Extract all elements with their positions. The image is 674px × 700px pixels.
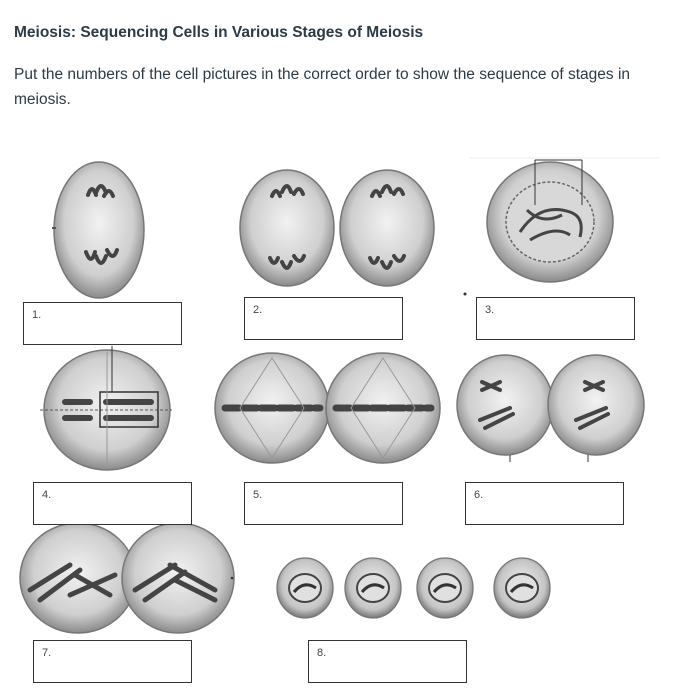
answer-box-5[interactable] xyxy=(244,482,403,525)
cell-2-illustration xyxy=(240,170,434,286)
cell-label-4: 4. xyxy=(42,489,52,501)
answer-box-6[interactable] xyxy=(465,482,624,525)
cell-label-5: 5. xyxy=(253,489,263,501)
answer-box-4[interactable] xyxy=(33,482,192,525)
answer-box-1[interactable] xyxy=(23,302,182,345)
cell-label-7: 7. xyxy=(42,647,52,659)
cell-1-illustration xyxy=(52,162,144,298)
cell-4-illustration xyxy=(40,346,172,470)
cell-label-3: 3. xyxy=(485,304,495,316)
cell-6-illustration xyxy=(457,355,644,462)
cell-3-illustration xyxy=(464,160,614,296)
cell-8-illustration xyxy=(277,558,550,618)
answer-box-3[interactable] xyxy=(476,297,635,340)
cell-label-8: 8. xyxy=(317,647,327,659)
cell-label-1: 1. xyxy=(32,309,42,321)
cell-7-illustration xyxy=(20,523,234,633)
cell-label-6: 6. xyxy=(474,489,484,501)
answer-box-8[interactable] xyxy=(308,640,467,683)
answer-box-2[interactable] xyxy=(244,297,403,340)
worksheet-title: Meiosis: Sequencing Cells in Various Stages of Meiosis xyxy=(14,24,424,41)
cell-label-2: 2. xyxy=(253,304,263,316)
worksheet-instructions: Put the numbers of the cell pictures in the correct order to show the sequence of stages in meiosis. xyxy=(14,66,631,108)
answer-box-7[interactable] xyxy=(33,640,192,683)
cell-5-illustration xyxy=(215,353,440,463)
